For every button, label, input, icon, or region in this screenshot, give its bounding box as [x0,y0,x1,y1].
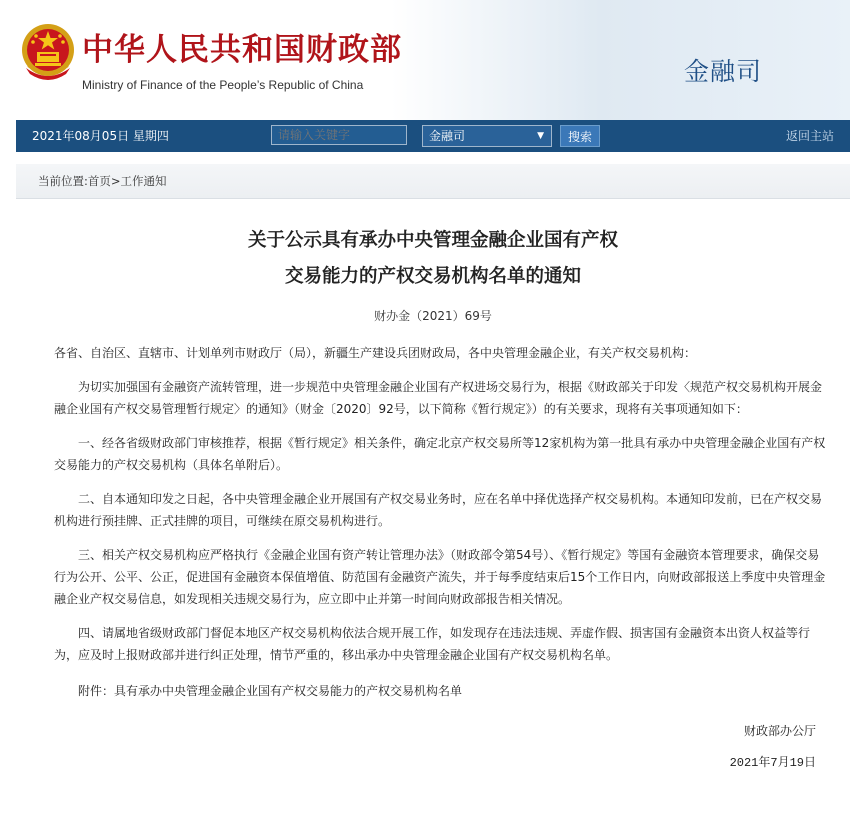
breadcrumb-prefix: 当前位置: [38,174,88,188]
paragraph-1: 一、经各省级财政部门审核推荐，根据《暂行规定》相关条件，确定北京产权交易所等12家机构为第一批具有承办中央管理金融企业国有产权交易能力的产权交易机构（具体名单附后）。 [54,436,826,472]
site-header [16,0,850,120]
department-select[interactable] [422,125,552,147]
article-body [16,342,850,702]
current-date: 2021年08月05日 星期四 [32,129,169,143]
issue-date: 2021年7月19日 [729,756,816,770]
paragraph-4: 四、请属地省级财政部门督促本地区产权交易机构依法合规开展工作，如发现存在违法违规、弄虚作假、损害国有金融资本出资人权益等行为，应及时上报财政部并进行纠正处理，情节严重的，移出承办中央管理金融企业国有产权交易机构名单。 [54,626,811,662]
article-title [16,223,850,295]
national-emblem-icon[interactable] [20,22,76,84]
chevron-down-icon: ▼ [537,131,544,141]
article-title-line-2: 交易能力的产权交易机构名单的通知 [284,266,581,287]
department-name: 金融司 [684,57,763,86]
nav-bar [16,120,850,152]
department-select-value: 金融司 [429,129,466,143]
paragraph-intro: 为切实加强国有金融资产流转管理，进一步规范中央管理金融企业国有产权进场交易行为，根据《财政部关于印发〈规范产权交易机构开展金融企业国有产权交易管理暂行规定〉的通知》（财金〔2020〕92号，以下简称《暂行规定》）的有关要求，现将有关事项通知如下： [54,380,823,416]
search-button[interactable]: 搜索 [560,125,600,147]
breadcrumb-current-link[interactable]: 工作通知 [120,174,167,188]
attachment-link[interactable]: 附件：具有承办中央管理金融企业国有产权交易能力的产权交易机构名单 [78,684,463,698]
ministry-name-cn: 中华人民共和国财政部 [82,32,402,68]
breadcrumb-home-link[interactable]: 首页 [87,174,111,188]
paragraph-2: 二、自本通知印发之日起，各中央管理金融企业开展国有产权交易业务时，应在名单中择优选择产权交易机构。本通知印发前，已在产权交易机构进行预挂牌、正式挂牌的项目，可继续在原交易机构进行。 [54,492,823,528]
issuer-signature: 财政部办公厅 [743,724,816,738]
breadcrumb-separator: > [110,174,121,188]
document-number: 财办金（2021）69号 [374,309,492,323]
salutation: 各省、自治区、直辖市、计划单列市财政厅（局），新疆生产建设兵团财政局，各中央管理金融企业，有关产权交易机构： [54,346,697,360]
paragraph-3: 三、相关产权交易机构应严格执行《金融企业国有资产转让管理办法》（财政部令第54号）、《暂行规定》等国有金融资本管理要求，确保交易行为公开、公平、公正，促进国有金融资本保值增值、防范国有金融资产流失，并于每季度结束后15个工作日内，向财政部报送上季度中央管理金融企业产权交易信息，如发现相关违规交易行为，应立即中止并第一时间向财政部报告相关情况。 [54,548,826,606]
search-input[interactable] [271,125,407,145]
breadcrumb [16,164,850,199]
ministry-name-en: Ministry of Finance of the People’s Republic of China [82,78,364,92]
content-frame [16,0,850,840]
article-title-line-1: 关于公示具有承办中央管理金融企业国有产权 [247,230,618,251]
home-link[interactable]: 返回主站 [785,129,834,143]
